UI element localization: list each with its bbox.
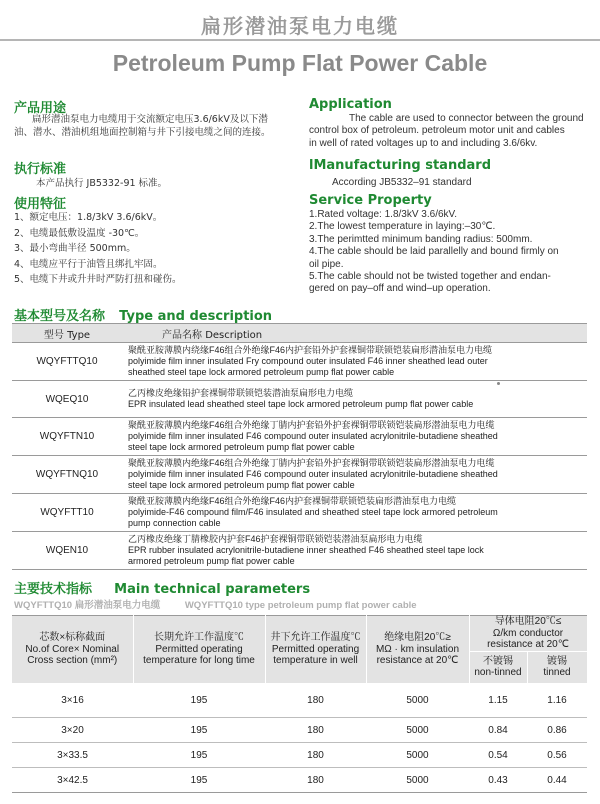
type-desc-en: EPR insulated lead sheathed steel tape lock armored petroleum pump flat power cable [128,399,474,409]
cell-tinned: 1.16 [547,694,567,706]
cell-well-temp: 180 [307,724,324,736]
params-col-conductor [469,616,587,652]
service-item-en: 1.Rated voltage: 1.8/3kV 3.6/6kV. [309,209,458,220]
application-text-en-line1: The cable are used to connector between the ground [349,113,584,124]
cell-tinned: 0.56 [547,749,567,761]
table-row [12,683,587,718]
params-subtitle-cn: WQYFTTQ10 扁形潜油泵电力电缆 [14,600,161,611]
type-col-desc-en: Description [205,329,263,341]
type-desc-en: steel tape lock armored petroleum pump flat power cable [128,442,355,452]
type-desc-cn: 聚酰亚胺薄膜内绝缘F46组合外绝缘F46内护套裸铜带联锁铠装扁形潜油泵电力电缆 [128,496,457,506]
type-heading-cn: 基本型号及名称 [14,309,106,324]
application-text-cn-line2: 油、潜水、潜油机组地面控制箱与井下引接电缆之间的连接。 [14,127,271,138]
service-heading-cn: 使用特征 [14,197,67,212]
header-divider [0,39,600,41]
params-col-well-temp [265,616,366,684]
header-text: temperature in well [273,655,358,667]
params-col-core [12,616,133,684]
type-col-desc [122,324,587,343]
cell-core: 3×33.5 [57,749,88,761]
header-text: Ω/km conductor [492,627,564,639]
header-text: Cross section (mm²) [27,655,118,667]
header-text: temperature for long time [143,655,255,667]
type-section-heading [14,305,272,324]
type-desc-cn: 乙丙橡皮绝缘丁腈橡胶内护套F46护套裸铜带联锁铠装潜油泵扁形电力电缆 [128,534,423,544]
service-item-en: 3.The perimtted minimum banding radius: 500mm. [309,233,533,245]
params-section-heading [14,578,310,597]
type-col-model: 型号 Type [12,324,122,343]
cell-tinned: 0.86 [547,724,567,736]
table-row [12,532,587,570]
cell-long-temp: 195 [190,749,208,761]
type-table-header [12,324,587,343]
type-desc-en: pump connection cable [128,518,221,528]
type-desc-en: polyimide film inner insulated Fry compound outer insulated F46 inner sheathed lead outer [128,356,488,366]
header-text: 长期允许工作温度℃ [154,632,244,644]
type-desc [122,456,587,494]
service-list-en [309,209,597,296]
application-text-en-line2: control box of petroleum. petroleum motor unit and cables [309,125,565,137]
type-desc-cn: 乙丙橡皮绝缘铅护套裸铜带联锁铠装潜油泵扁形电力电缆 [128,388,354,398]
service-item-cn: 3、最小弯曲半径 500mm。 [14,243,136,254]
type-model: WQEQ10 [12,381,122,418]
service-item-cn: 2、电缆最低敷设温度 -30℃。 [14,227,145,239]
header-text: 不镀锡 [483,655,513,667]
table-row [12,768,587,793]
cell-well-temp: 180 [307,694,324,706]
header-text: 导体电阻20℃≤ [494,616,562,627]
table-row [12,456,587,494]
service-item-en: 4.The cable should be laid parallelly and bound firmly on [309,246,559,258]
header-text: non-tinned [474,667,522,679]
application-heading-en: Application [309,97,392,112]
table-row [12,418,587,456]
header-text: resistance at 20℃ [376,655,459,667]
cell-long-temp: 195 [190,694,208,706]
header-text: resistance at 20℃ [487,639,569,650]
page-title-cn: 扁形潜油泵电力电缆 [201,14,399,38]
application-text-en [309,113,594,150]
header-text: 芯数×标称截面 [39,632,106,644]
type-model: WQYFTNQ10 [12,456,122,494]
params-heading-cn: 主要技术指标 [14,582,93,597]
type-desc [122,532,587,570]
service-heading-en: Service Property [309,193,432,208]
params-header-row [12,616,587,652]
service-item-cn: 1、额定电压：1.8/3kV 3.6/6kV。 [14,212,163,223]
service-item-en: oil pipe. [309,258,344,270]
header-text: Permitted operating [271,643,360,655]
type-desc-en: steel tape lock armored petroleum pump flat power cable [128,480,355,490]
header-text: tinned [543,667,571,679]
cell-tinned: 0.44 [547,774,567,786]
type-desc-en: polyimide film inner insulated F46 compound outer insulated acrylonitrile-butadiene sheathed [128,469,498,479]
application-text-en-line3: in well of rated voltages up to and including 3.6/6kv. [309,137,538,149]
standard-text-en: According JB5332–91 standard [332,177,472,188]
cell-long-temp: 195 [190,774,208,786]
header-text: Permitted operating [155,643,243,655]
type-model: WQYFTTQ10 [12,343,122,381]
standard-text-cn: 本产品执行 JB5332-91 标准。 [36,178,168,189]
type-desc [122,494,587,532]
standard-heading-en: lManufacturing standard [309,158,492,173]
type-model: WQYFTT10 [12,494,122,532]
cell-insulation: 5000 [406,749,429,761]
table-row [12,381,587,418]
table-row [12,718,587,743]
cell-insulation: 5000 [406,724,429,736]
type-model: WQEN10 [12,532,122,570]
cell-insulation: 5000 [406,774,429,786]
cell-well-temp: 180 [307,774,324,786]
cell-insulation: 5000 [406,694,429,706]
params-col-nontinned [469,651,527,683]
cell-nontinned: 1.15 [488,694,508,706]
table-row [12,494,587,532]
type-desc-cn: 聚酰亚胺薄膜内绝缘F46组合外绝缘丁腈内护套铅外护套裸铜带联锁铠装扁形潜油泵电力电缆 [128,458,495,468]
type-table [12,323,587,570]
cell-nontinned: 0.54 [488,749,508,761]
cell-core: 3×16 [61,694,84,706]
application-text-cn-line1: 扁形潜油泵电力电缆用于交流额定电压3.6/6kV及以下潜 [32,114,268,125]
type-desc-en: sheathed steel tape lock armored petroleum pump flat power cable [128,367,395,377]
service-item-cn: 4、电缆应平行于油管且绑扎牢固。 [14,258,163,270]
standard-heading-cn: 执行标准 [14,162,67,177]
type-heading-en: Type and description [119,309,273,324]
params-subtitle-en: WQYFTTQ10 type petroleum pump flat power cable [184,600,417,611]
params-heading-en: Main technical parameters [114,582,311,597]
type-desc-en: EPR rubber insulated acrylonitrile-butadiene inner sheathed F46 sheathed steel tape lock [128,545,484,555]
type-desc-cn: 聚酰亚胺薄膜内绝缘F46组合外绝缘丁腈内护套铅外护套裸铜带联锁铠装扁形潜油泵电力电缆 [128,420,495,430]
header-text: 镀锡 [547,655,567,667]
type-model: WQYFTN10 [12,418,122,456]
table-row [12,343,587,381]
type-col-desc-cn: 产品名称 [162,329,202,341]
type-desc [122,381,587,418]
params-subtitle [14,597,417,611]
header-text: 绝缘电阻20℃≥ [384,632,451,644]
header-text: 井下允许工作温度℃ [270,632,361,644]
type-desc-cn: 聚酰亚胺薄膜内绕缘F46组合外绝缘F46内护套铅外护套裸铜带联锁铠装扁形潜油泵电力电缆 [128,345,493,355]
type-desc-en: armored petroleum pump flat power cable [128,556,295,566]
cell-nontinned: 0.43 [488,774,508,786]
service-item-en: 2.The lowest temperature in laying:–30℃. [309,221,496,233]
cell-well-temp: 180 [307,749,324,761]
service-item-cn: 5、电缆下井或升井时严防打扭和碰伤。 [14,274,182,285]
application-heading-cn: 产品用途 [14,101,67,116]
cell-long-temp: 195 [190,724,208,736]
params-col-tinned [527,651,587,683]
type-desc [122,418,587,456]
header-text: MΩ · km insulation [375,643,460,655]
params-col-long-temp [133,616,265,684]
params-table [12,615,588,793]
params-col-insulation [366,616,469,684]
service-list-cn [14,210,304,288]
type-desc-en: polyimide film inner insulated F46 compound outer insulated acrylonitrile-butadiene sheathed [128,431,498,441]
application-text-cn [14,113,304,139]
table-row [12,743,587,768]
page-title-en: Petroleum Pump Flat Power Cable [112,50,488,76]
cell-core: 3×42.5 [57,774,88,786]
type-desc [122,343,587,381]
cell-nontinned: 0.84 [488,724,508,736]
type-desc-en: polyimide-F46 compound film/F46 insulated and sheathed steel tape lock armored petroleum [128,507,498,517]
cell-core: 3×20 [61,724,84,736]
service-item-en: gered on pay–off and wind–up operation. [309,283,491,295]
service-item-en: 5.The cable should not be twisted together and endan- [309,271,551,283]
header-text: No.of Core× Nominal [25,643,120,655]
